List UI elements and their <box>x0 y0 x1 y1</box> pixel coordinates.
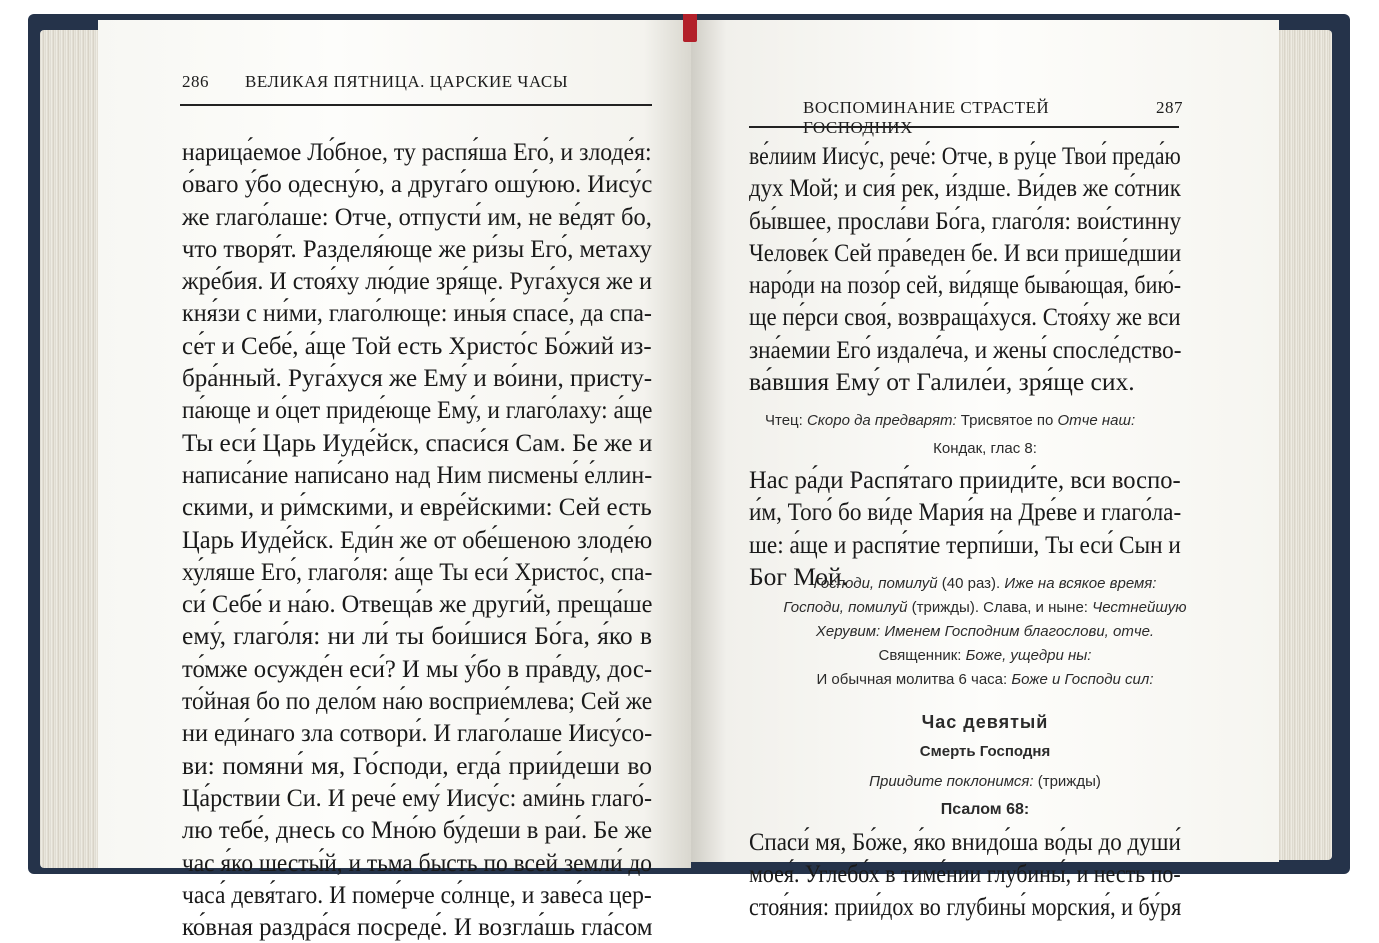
text-line: бы́вшее, просла́ви Бо́га, глаго́ля: вои́стинну <box>749 205 1182 235</box>
text-line: нарица́емое Ло́бное, ту распя́ша Его́, и злоде́я: <box>182 137 652 166</box>
hour-subtitle <box>691 743 1279 760</box>
rubric-line-6 <box>691 671 1279 688</box>
text-line: наро́ди на позо́р сей, ви́дяще быва́ющая, бию́- <box>749 270 1182 300</box>
right-page <box>691 20 1279 921</box>
rubric-text: (трижды) <box>1033 773 1101 790</box>
text-line: то́мже осужде́н еси́? И мы у́бо в пра́вду, дос- <box>182 653 653 683</box>
left-page-text <box>182 136 652 943</box>
text-line: ху́ляше Его́, глаго́ля: а́ще Ты еси́ Христо́с, спа- <box>182 556 653 586</box>
text-line: Нас ра́ди Распя́таго прииди́те, вси воспо- <box>749 465 1181 494</box>
text-line: о́ваго у́бо одесну́ю, а друга́го ошу́юю. Иису́с <box>182 169 653 199</box>
right-page-text-1 <box>749 140 1181 398</box>
text-line: Ты еси́ Царь Иуде́йск, спаси́ся Сам. Бе же и <box>182 427 653 457</box>
text-line: Бог Мой. <box>749 561 849 591</box>
text-line: что творя́т. Разделя́юще же ри́зы Его́, метаху <box>182 233 652 263</box>
rubric-text: Священник: <box>878 647 966 664</box>
left-page-number: 286 <box>182 72 209 91</box>
rubric-text: Херувим: Именем Господним благослови, отче. <box>815 623 1155 640</box>
kontakion-heading-text: Кондак, глас 8: <box>933 440 1037 457</box>
rubric-text: Скоро да предварят: <box>806 412 957 429</box>
rubric-text: Трисвятое по <box>956 412 1058 429</box>
bookmark-ribbon <box>683 14 697 42</box>
text-line: ви: помяни́ мя, Го́споди, егда́ прии́деши во <box>182 750 652 780</box>
right-header-rule <box>749 126 1179 128</box>
text-line: часа́ девя́таго. И поме́рче со́лнце, и заве́са цер- <box>182 879 652 909</box>
rubric-text: И обычная молитва 6 часа: <box>816 671 1012 688</box>
come-worship-rubric <box>691 773 1279 790</box>
text-line: бра́нный. Руга́хуся же Ему́ и во́ини, присту- <box>182 363 653 393</box>
text-line: ко́вная раздра́ся посреде́. И возгла́шь гла́сом <box>182 912 653 942</box>
text-line: Ца́рствии Си. И рече́ ему́ Иису́с: ами́нь глаго́- <box>182 782 652 812</box>
hour-subtitle-text: Смерть Господня <box>919 743 1051 760</box>
rubric-text: (40 раз). <box>937 575 1005 592</box>
rubric-text: Боже и Господи сил: <box>1011 671 1154 688</box>
text-line: час я́ко шесты́й, и тьма бысть по всей земли́ до <box>182 847 653 877</box>
kontakion-heading <box>691 440 1279 457</box>
text-line: зна́емии Его́ издале́ча, и жены́ спосле́дство- <box>749 334 1182 364</box>
rubric-text: Приидите поклонимся: <box>869 773 1034 790</box>
rubric-text: Боже, ущедри ны: <box>965 647 1092 664</box>
rubric-reader <box>765 412 1135 429</box>
text-line: ше: а́ще и распя́тие терпи́ши, Ты еси́ Сын и <box>749 529 1181 559</box>
text-line: ни еди́наго зла сотвори́. И глаго́лаше Иису́со- <box>182 718 653 748</box>
text-line: ве́лиим Иису́с, рече́: Отче, в ру́це Твои́ преда́ю <box>749 141 1181 170</box>
text-line: се́т и Себе́, а́ще Той есть Христо́с Бо́жий из- <box>182 330 652 360</box>
text-line: то́йная бо по дело́м на́ю восприе́млева; Сей же <box>182 686 653 716</box>
text-line: ему́, глаго́ля: ни ли́ ты бои́шися Бо́га, я́ко в <box>182 621 652 651</box>
right-page-text-3 <box>749 826 1181 923</box>
text-line: моея́. Углебо́х в тиме́нии глубины́, и несть по- <box>749 859 1181 889</box>
text-line: жре́бия. И стоя́ху лю́дие зря́ще. Руга́хуся же и <box>182 266 652 296</box>
left-header-rule <box>180 104 652 106</box>
text-line: же глаго́лаше: Отче, отпусти́ им, не ве́дят бо, <box>182 201 652 231</box>
text-line: стоя́ния: прии́дох во глубины́ морския́, и бу́ря <box>749 891 1182 921</box>
text-line: Челове́к Сей пра́веден бе. И вси прише́дшии <box>749 237 1182 267</box>
psalm-heading <box>691 801 1279 819</box>
hour-title-text: Час девятый <box>921 712 1049 732</box>
left-page <box>98 20 691 942</box>
rubric-text: Господи, помилуй <box>813 575 938 592</box>
rubric-text: Иже на всякое время: <box>1004 575 1157 592</box>
hour-title <box>691 712 1279 733</box>
text-line: па́юще и о́цет приде́юще Ему́, и глаго́лаху: а́ще <box>182 395 653 425</box>
text-line: дух Мой; и сия́ рек, и́здше. Ви́дев же со́тник <box>749 173 1181 203</box>
text-line: написа́ние напи́сано над Ним писмены́ е́ллин- <box>182 459 653 489</box>
rubric-text: (трижды). Слава, и ныне: <box>907 599 1093 616</box>
text-line: Царь Иуде́йск. Еди́н же от обе́шеною злоде́ю <box>182 524 653 554</box>
rubric-line-4 <box>691 623 1279 640</box>
rubric-text: Чтец: <box>765 412 807 429</box>
rubric-line-2 <box>691 575 1279 592</box>
right-page-text-2 <box>749 464 1181 593</box>
rubric-line-3 <box>691 599 1279 616</box>
rubric-text: Честнейшую <box>1092 599 1187 616</box>
right-running-head: ВОСПОМИНАНИЕ СТРАСТЕЙ <box>803 98 1050 117</box>
text-line: кня́зи с ни́ми, глаго́люще: ины́я спасе́, да спа- <box>182 298 652 328</box>
text-line: и́м, Того́ бо ви́де Мари́я на Дре́ве и глаго́ла- <box>749 497 1182 527</box>
rubric-line-5 <box>691 647 1279 664</box>
rubric-text: Господи, помилуй <box>783 599 908 616</box>
left-running-header <box>182 72 652 92</box>
right-page-number: 287 <box>1156 98 1183 117</box>
left-running-head: ВЕЛИКАЯ ПЯТНИЦА. ЦАРСКИЕ ЧАСЫ <box>245 72 569 91</box>
text-line: Спаси́ мя, Бо́же, я́ко внидо́ша во́ды до души́ <box>749 827 1181 856</box>
text-line: си́ Себе́ и на́ю. Отвеща́в же други́й, преща́ше <box>182 589 653 619</box>
text-line: ще пе́рси своя́, возвраща́хуся. Стоя́ху же вси <box>749 302 1181 332</box>
right-running-header <box>803 98 1183 138</box>
rubric-text: Отче наш: <box>1057 412 1136 429</box>
text-line: ва́вшия Ему́ от Галиле́и, зря́ще сих. <box>749 367 1135 397</box>
text-line: скими, и ри́мскими, и евре́йскими: Сей есть <box>182 492 652 522</box>
psalm-heading-text: Псалом 68: <box>940 801 1030 818</box>
page-edges-left <box>40 30 106 868</box>
text-line: лю тебе́, днесь со Мно́ю бу́деши в раи́. Бе же <box>182 815 653 845</box>
